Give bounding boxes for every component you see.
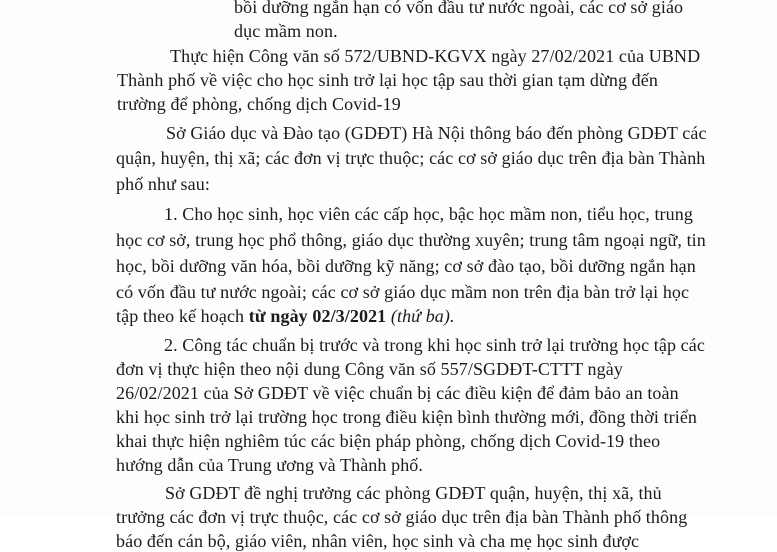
text-line-13 (116, 305, 455, 327)
text-line-5: trường để phòng, chống dịch Covid-19 (117, 94, 401, 114)
text-line-4: Thành phố về việc cho học sinh trở lại học tập sau thời gian tạm dừng đến (117, 70, 658, 90)
weekday-note: (thứ ba). (390, 306, 455, 326)
text-line-3: Thực hiện Công văn số 572/UBND-KGVX ngày 27/02/2021 của UBND (170, 46, 701, 66)
start-date: từ ngày 02/3/2021 (248, 306, 387, 326)
text-line-11: học, bồi dưỡng văn hóa, bồi dưỡng kỹ năng; cơ sở đào tạo, bồi dưỡng ngắn hạn (116, 256, 696, 276)
text-line-21: trưởng các đơn vị trực thuộc, các cơ sở giáo dục trên địa bàn Thành phố thông (116, 507, 688, 527)
text-line-19: hướng dẫn của Trung ương và Thành phố. (116, 455, 423, 475)
text-line-15: đơn vị thực hiện theo nội dung Công văn số 557/SGDĐT-CTTT ngày (116, 359, 623, 379)
text-line-6: Sở Giáo dục và Đào tạo (GDĐT) Hà Nội thông báo đến phòng GDĐT các (166, 123, 707, 143)
text-line-13-start: tập theo kế hoạch (116, 306, 245, 326)
text-line-20: Sở GDĐT đề nghị trưởng các phòng GDĐT quận, huyện, thị xã, thủ (165, 483, 662, 503)
text-line-17: khi học sinh trở lại trường học trong điều kiện bình thường mới, đồng thời triển (116, 407, 698, 427)
text-line-16: 26/02/2021 của Sở GDĐT về việc chuẩn bị các điều kiện để đảm bảo an toàn (116, 383, 679, 403)
text-line-18: khai thực hiện nghiêm túc các biện pháp phòng, chống dịch Covid-19 theo (116, 431, 661, 451)
text-line-12: có vốn đầu tư nước ngoài; các cơ sở giáo dục mầm non trên địa bàn trở lại học (116, 282, 690, 302)
text-line-10: học cơ sở, trung học phổ thông, giáo dục thường xuyên; trung tâm ngoại ngữ, tin (116, 230, 706, 250)
text-line-22: báo đến cán bộ, giáo viên, nhân viên, học sinh và cha mẹ học sinh được (116, 531, 640, 551)
text-line-8: phố như sau: (116, 174, 210, 194)
text-line-1: bồi dưỡng ngắn hạn có vốn đầu tư nước ngoài, các cơ sở giáo (234, 0, 684, 17)
text-line-14: 2. Công tác chuẩn bị trước và trong khi học sinh trở lại trường học tập các (164, 335, 705, 355)
text-line-9: 1. Cho học sinh, học viên các cấp học, bậc học mầm non, tiểu học, trung (164, 204, 693, 224)
text-line-2: dục mầm non. (234, 21, 338, 41)
text-line-7: quận, huyện, thị xã; các đơn vị trực thuộc; các cơ sở giáo dục trên địa bàn Thành (116, 148, 706, 168)
